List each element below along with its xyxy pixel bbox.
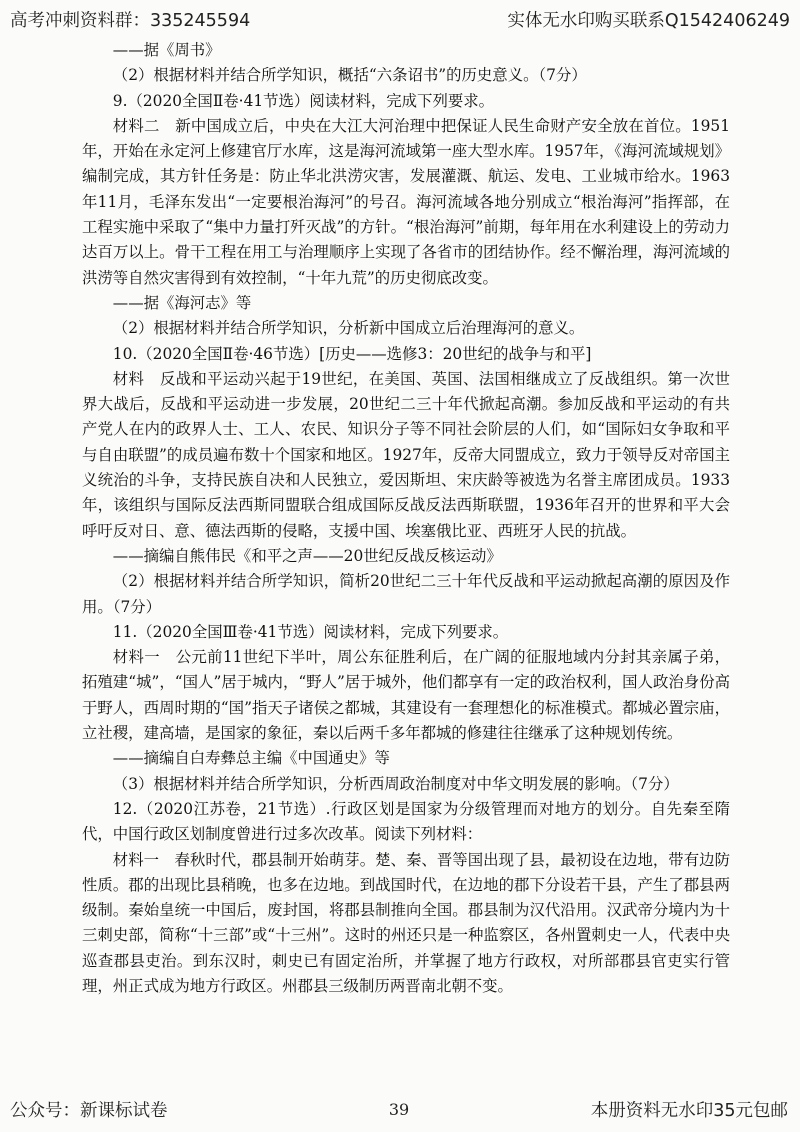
source-citation: ——据《海河志》等 [112,293,252,312]
document-body [82,38,730,999]
paragraph: 9.（2020全国Ⅱ卷·41节选）阅读材料，完成下列要求。 [112,91,495,110]
header-right-text: 实体无水印购买联系Q1542406249 [507,10,790,31]
paragraph: 材料二 新中国成立后，中央在大江大河治理中把保证人民生命财产安全放在首位。1951年，开始在永定河上修建官厅水库，这是海河流域第一座大型水库。1957年，《海河流域规划》编制完成，其方针任务是：防止华北洪涝灾害，发展灌溉、航运、发电、工业城市给水。1963年11月，毛泽东发出“一定要根治海河”的号召。海河流域各地分别成立“根治海河”指挥部，在工程实施中采取了“集中力量打歼灭战”的方针。“根治海河”前期，每年用在水利建设上的劳动力达百万以上。骨干工程在用工与治理顺序上实现了各省市的团结协作。经不懈治理，海河流域的洪涝等自然灾害得到有效控制，“十年九荒”的历史彻底改变。 [82,116,730,287]
footer-left-text: 公众号：新课标试卷 [10,1100,168,1121]
paragraph: （3）根据材料并结合所学知识，分析西周政治制度对中华文明发展的影响。（7分） [112,774,679,793]
source-citation: ——据《周书》 [112,41,221,59]
footer-right-text: 本册资料无水印35元包邮 [590,1100,788,1121]
paragraph: 材料一 春秋时代，郡县制开始萌芽。楚、秦、晋等国出现了县，最初设在边地，带有边防性质。郡的出现比县稍晚，也多在边地。到战国时代，在边地的郡下分设若干县，产生了郡县两级制。秦始皇统一中国后，废封国，将郡县制推向全国。郡县制为汉代沿用。汉武帝分境内为十三刺史部，简称“十三部”或“十三州”。这时的州还只是一种监察区，各州置刺史一人，代表中央巡查郡县吏治。到东汉时，刺史已有固定治所，并掌握了地方行政权，对所部郡县官吏实行管理，州正式成为地方行政区。州郡县三级制历两晋南北朝不变。 [82,850,730,995]
paragraph: （2）根据材料并结合所学知识，分析新中国成立后治理海河的意义。 [112,319,585,338]
source-citation: ——摘编自白寿彝总主编《中国通史》等 [112,749,390,768]
paragraph: （2）根据材料并结合所学知识，概括“六条诏书”的历史意义。（7分） [112,66,587,85]
source-citation: ——摘编自熊伟民《和平之声——20世纪反战反核运动》 [112,546,502,565]
page-number: 39 [388,1099,410,1119]
paragraph: （2）根据材料并结合所学知识，简析20世纪二三十年代反战和平运动掀起高潮的原因及作用。（7分） [82,572,730,616]
header-left-text: 高考冲刺资料群：335245594 [10,10,251,31]
paragraph: 材料一 公元前11世纪下半叶，周公东征胜利后，在广阔的征服地域内分封其亲属子弟，拓殖建“城”，“国人”居于城内，“野人”居于城外，他们都享有一定的政治权利，国人政治身份高于野人，西周时期的“国”指天子诸侯之都城，其建设有一套理想化的标准模式。都城必置宗庙，立社稷，建高墙，是国家的象征，秦以后两千多年都城的修建往往继承了这种规划传统。 [82,648,730,743]
page-footer [10,1094,788,1124]
paragraph: 10.（2020全国Ⅱ卷·46节选）[历史——选修3：20世纪的战争与和平] [112,344,592,363]
paragraph: 11.（2020全国Ⅲ卷·41节选）阅读材料，完成下列要求。 [112,622,509,641]
paragraph: 12.（2020江苏卷，21节选）.行政区划是国家为分级管理而对地方的划分。自先秦至隋代，中国行政区划制度曾进行过多次改革。阅读下列材料： [82,799,730,844]
page-header [10,4,790,34]
paragraph: 材料 反战和平运动兴起于19世纪，在美国、英国、法国相继成立了反战组织。第一次世界大战后，反战和平运动进一步发展，20世纪二三十年代掀起高潮。参加反战和平运动的有共产党人在内的政界人士、工人、农民、知识分子等不同社会阶层的人们，如“国际妇女争取和平与自由联盟”的成员遍布数十个国家和地区。1927年，反帝大同盟成立，致力于领导反对帝国主义统治的斗争，支持民族自决和人民独立，爱因斯坦、宋庆龄等被选为名誉主席团成员。1933年，该组织与国际反法西斯同盟联合组成国际反战反法西斯联盟，1936年召开的世界和平大会呼吁反对日、意、德法西斯的侵略，支援中国、埃塞俄比亚、西班牙人民的抗战。 [82,369,730,540]
